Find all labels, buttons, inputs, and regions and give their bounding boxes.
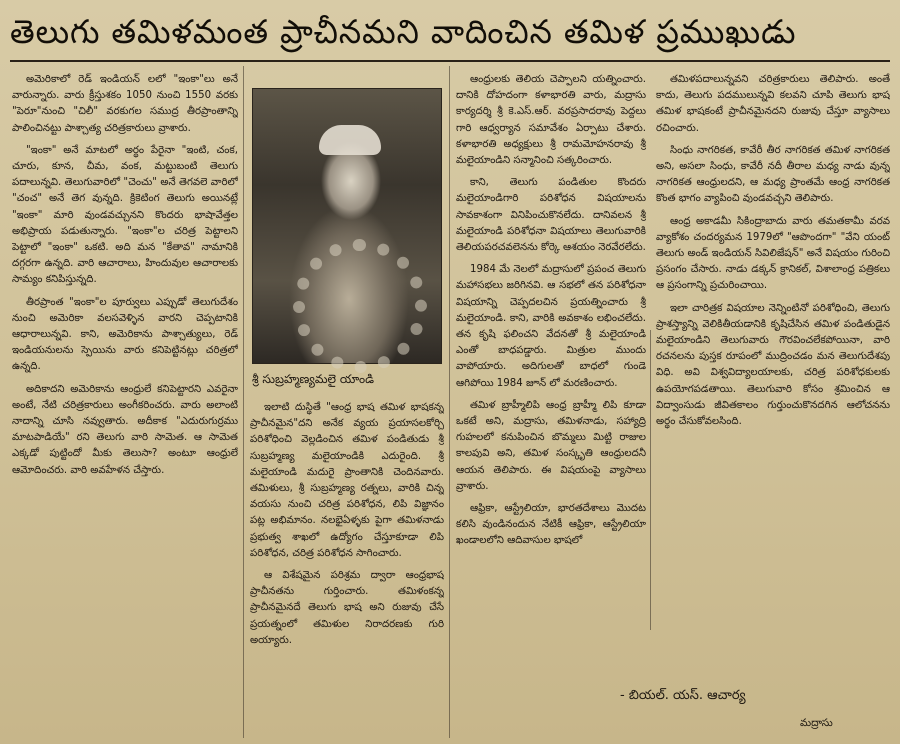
dateline-place: మద్రాసు bbox=[800, 717, 833, 729]
paragraph: కాని, తెలుగు పండితుల కొందరు మలైయాండిగారి పరిశోధన విషయాలను సావకాశంగా వినిపించుకొనలేదు. దానివలన శ్రీ మలైయాండి పరిశోధనా విషయాలు తెలుగువారికి తెలియపరచవలెనను కోర్కె ఆశయం నెరవేరలేదు. bbox=[456, 177, 646, 254]
paragraph: ఇలాటి దుస్థితే "ఆంధ్ర భాష తమిళ భాషకన్న ప్రాచీనమైన"దని అనేక వ్యయ ప్రయాసలకోర్చి పరిశోధించి వెల్లడించిన తమిళ పండితుడు శ్రీ సుబ్రహ్మణ్య మలైయాండికి ఎదురైంది. శ్రీ మలైయాండి మదురై ప్రాంతానికి చెందినవారు. తమిళులు, శ్రీ సుబ్రహ్మణ్య రత్నలు, వారికి చిన్న వయసు నుంచి చరిత్ర పరిశోధన, లిపి విజ్ఞానం పట్ల అభిమానం. నలభైఏళ్ళకు పైగా తమిళనాడు ప్రభుత్వ శాఖలో ఉద్యోగం చేస్తూకూడా లిపి పరిశోధన, చరిత్ర పరిశోధన సాగించారు. bbox=[250, 402, 444, 559]
paragraph: ఇలా చారిత్రక విషయాల నెన్నింటినో పరిశోధించి, తెలుగు ప్రాశస్త్యాన్ని వెలికితీయడానికి కృషిచేసిన తమిళ పండితుడైన మలైయాండిని తెలుగువారు గౌరవించలేకపోయినా, వారి రచనలను పుస్తక రూపంలో ముద్రించడం మన తెలుగుదేశపు విధి. అవి విశ్వవిద్యాలయాలకు, చరిత్ర పరిశోధకులకు ఉపయోగపడతాయి. తెలుగువారి కోసం శ్రమించిన ఆ విద్వాంసుడు జీవితకాలం గుర్తుంచుకొనదగిన ఆలోచనను అర్థం చేసుకోవలసింది. bbox=[656, 302, 890, 428]
column-divider bbox=[449, 66, 450, 738]
paragraph: ఆంధ్ర అకాడమీ సికింద్రాబాదు వారు తమతకామీ వరవ వ్యాకోశం చందర్యమన 1979లో "ఆపొందగా" "వేని యంట్ తెలుగు అండ్ ఇండియన్ సివిలిజేషన్" అనే విషయం గురించి ప్రసంగం చేసారు. నాడు డక్కన్ క్రానికల్, విశాలాంధ్ర పత్రికలు ఆ ప్రసంగాన్ని ప్రచురించాయి. bbox=[656, 215, 890, 292]
article-column-4 bbox=[656, 72, 890, 678]
article-column-3 bbox=[456, 72, 646, 736]
portrait-garland bbox=[293, 239, 427, 373]
paragraph: అదికాదని అమెరికాను ఆంధ్రులే కనిపెట్టారని ఎవరైనా అంటే, నేటి చరిత్రకారులు అంగీకరించరు. వారు అలాంటి నాదాన్ని చూసి నవ్వుతారు. అదీకాక "ఎదురుగుర్రము మాటపాడియే" రని తెలుగు వారి సామెత. ఆ సామెత ఎక్కడో పుట్టిందో మీకు తెలుసా? అంటూ ఆంధ్రులే ఆమోదించరు. వారి అవహేళన చేస్తారు. bbox=[12, 383, 238, 476]
paragraph: సింధు నాగరికత, కావేరీ తీర నాగరికత తమిళ నాగరికత అని, అసలా సింధు, కావేరీ నదీ తీరాల మధ్య నాడు వున్న నాగరికత ఆంధ్రులదని, ఆ మధ్య ప్రాంతమే ఆంధ్ర నాగరికత కొంత భాగం వ్యాపించి వుండవచ్చని తెలిపారు. bbox=[656, 144, 890, 205]
column-divider bbox=[650, 330, 651, 630]
paragraph: తీరప్రాంత "ఇంకా"ల పూర్వులు ఎప్పుడో తెలుగుదేశం నుంచి అమెరికా వలసవెళ్ళిన వారని చెప్పటానికి ఆధారాలున్నవి. కాని, అమెరికాను పాశ్చాత్యులు, రెడ్ ఇండియనులను స్పెయిను వారు కనిపెట్టినట్లు చరిత్రలో ఉన్నది. bbox=[12, 296, 238, 373]
column-divider bbox=[243, 66, 244, 738]
article-headline: తెలుగు తమిళమంత ప్రాచీనమని వాదించిన తమిళ ప్రముఖుడు bbox=[10, 12, 797, 51]
paragraph: "ఇంకా" అనే మాటలో అర్థం పేరైనా "ఇంటి, చంక, చూరు, కూన, చీమ, వంక, మట్టుబంటి తెలుగు పదాలున్నవి. తెలుగువారిలో "చెంచు" అనే తెగవలె వారిలో "చంచ" అనే తెగ వున్నది. క్రికెటింగ తెలుగు అయినట్లే "ఇంకా" మారి వుండవచ్చునని కొందరు భాషావేత్తల అభిప్రాయ పడుతున్నారు. "ఇంకా"ల చరిత్ర పెట్టాలని పెట్టాలో "ఇంకా" ఒకటి. అది మన "కేతావ" నామానికి దగ్గరగా ఉన్నది. వారి ఆచారాలు, హిందువుల ఆచారాలకు సామ్యం కనిపిస్తున్నది. bbox=[12, 144, 238, 286]
paragraph: ఆఫ్రికా, ఆస్ట్రేలియా, భారతదేశాలు మొదట కలిసి వుండినందున నేటికీ ఆఫ్రికా, ఆస్ట్రేలియా ఖండాలలోని ఆదివాసుల భాషలో bbox=[456, 503, 646, 547]
author-byline: - బియల్. యస్. ఆచార్య bbox=[620, 688, 746, 703]
headline-rule bbox=[10, 60, 890, 62]
paragraph: ఆ విశేషమైన పరిశ్రమ ద్వారా ఆంధ్రభాష ప్రాచీనతను గుర్తించారు. తమిళంకన్న ప్రాచీనమైనదే తెలుగు భాష అని రుజువు చేసే ప్రయత్నంలో తమిళుల నిరాదరణకు గురి అయ్యారు. bbox=[250, 570, 444, 646]
portrait-head bbox=[319, 125, 381, 155]
portrait-photo bbox=[252, 88, 442, 364]
paragraph: 1984 మే నెలలో మద్రాసులో ప్రపంచ తెలుగు మహాసభలు జరిగినవి. ఆ సభలో తన పరిశోధనా విషయాన్ని చెప్పదలచిన ప్రయత్నించారు శ్రీ మలైయాండి. కాని, వారికి అవకాశం లభించలేదు. తన కృషి ఫలించని వేదనతో శ్రీ మలైయాండి ఎంతో బాధపడ్డారు. మిత్రుల ముందు వాపోయారు. అదిగులతో బాధలో గుండె ఆగిపోయి 1984 జూన్ లో మరణించారు. bbox=[456, 264, 646, 389]
paragraph: తమిళ బ్రాహ్మీలిపి ఆంధ్ర బ్రాహ్మీ లిపి కూడా ఒకటే అని, మద్రాసు, తమిళనాడు, సహ్యాద్రి గుహలలో కనుపించిన బొమ్మలు మిట్టి రాజుల కాలపువి అని, తమిళ సంస్కృతి ఆంధ్రులదనీ ఆయన తెలిపారు. ఈ విషయంపై వ్యాసాలు వ్రాశారు. bbox=[456, 399, 646, 492]
article-column-1 bbox=[12, 72, 238, 736]
paragraph: తమిళపదాలున్నవని చరిత్రకారులు తెలిపారు. అంతే కాదు, తెలుగు పదములున్నవి కలవని చూపి తెలుగు భాష తమిళ భాషకంటే ప్రాచీనమైనదని రుజువు చేస్తూ వ్యాసాలు రచించారు. bbox=[656, 74, 890, 134]
photo-caption: శ్రీ సుబ్రహ్మణ్యమలై యాండి bbox=[252, 372, 374, 386]
paragraph: ఆంధ్రులకు తెలియ చెప్పాలని యత్నించారు. దానికి దోహదంగా కళాభారతి వారు, మద్రాసు కార్యదర్శి శ్రీ కె.ఎస్.ఆర్. వరప్రసాదరావు పెద్దలు గారి ఆధ్వర్యాన సమావేశం ఏర్పాటు చేశారు. కళాభారతి అధ్యక్షులు శ్రీ రామమోహనరావు శ్రీ మలైయాండిని సన్మానించి సత్కరించారు. bbox=[456, 74, 646, 167]
article-column-2 bbox=[250, 400, 444, 736]
paragraph: అమెరికాలో రెడ్ ఇండియన్ లలో "ఇంకా"లు అనే వారున్నారు. వారు క్రీస్తుశకం 1050 నుంచి 1550 వరకు "పెరూ"నుంచి "చిలీ" వరకుగల సముద్ర తీరప్రాంతాన్ని పాలించినట్టు పాశ్చాత్య చరిత్రకారులు వ్రాశారు. bbox=[12, 74, 238, 134]
